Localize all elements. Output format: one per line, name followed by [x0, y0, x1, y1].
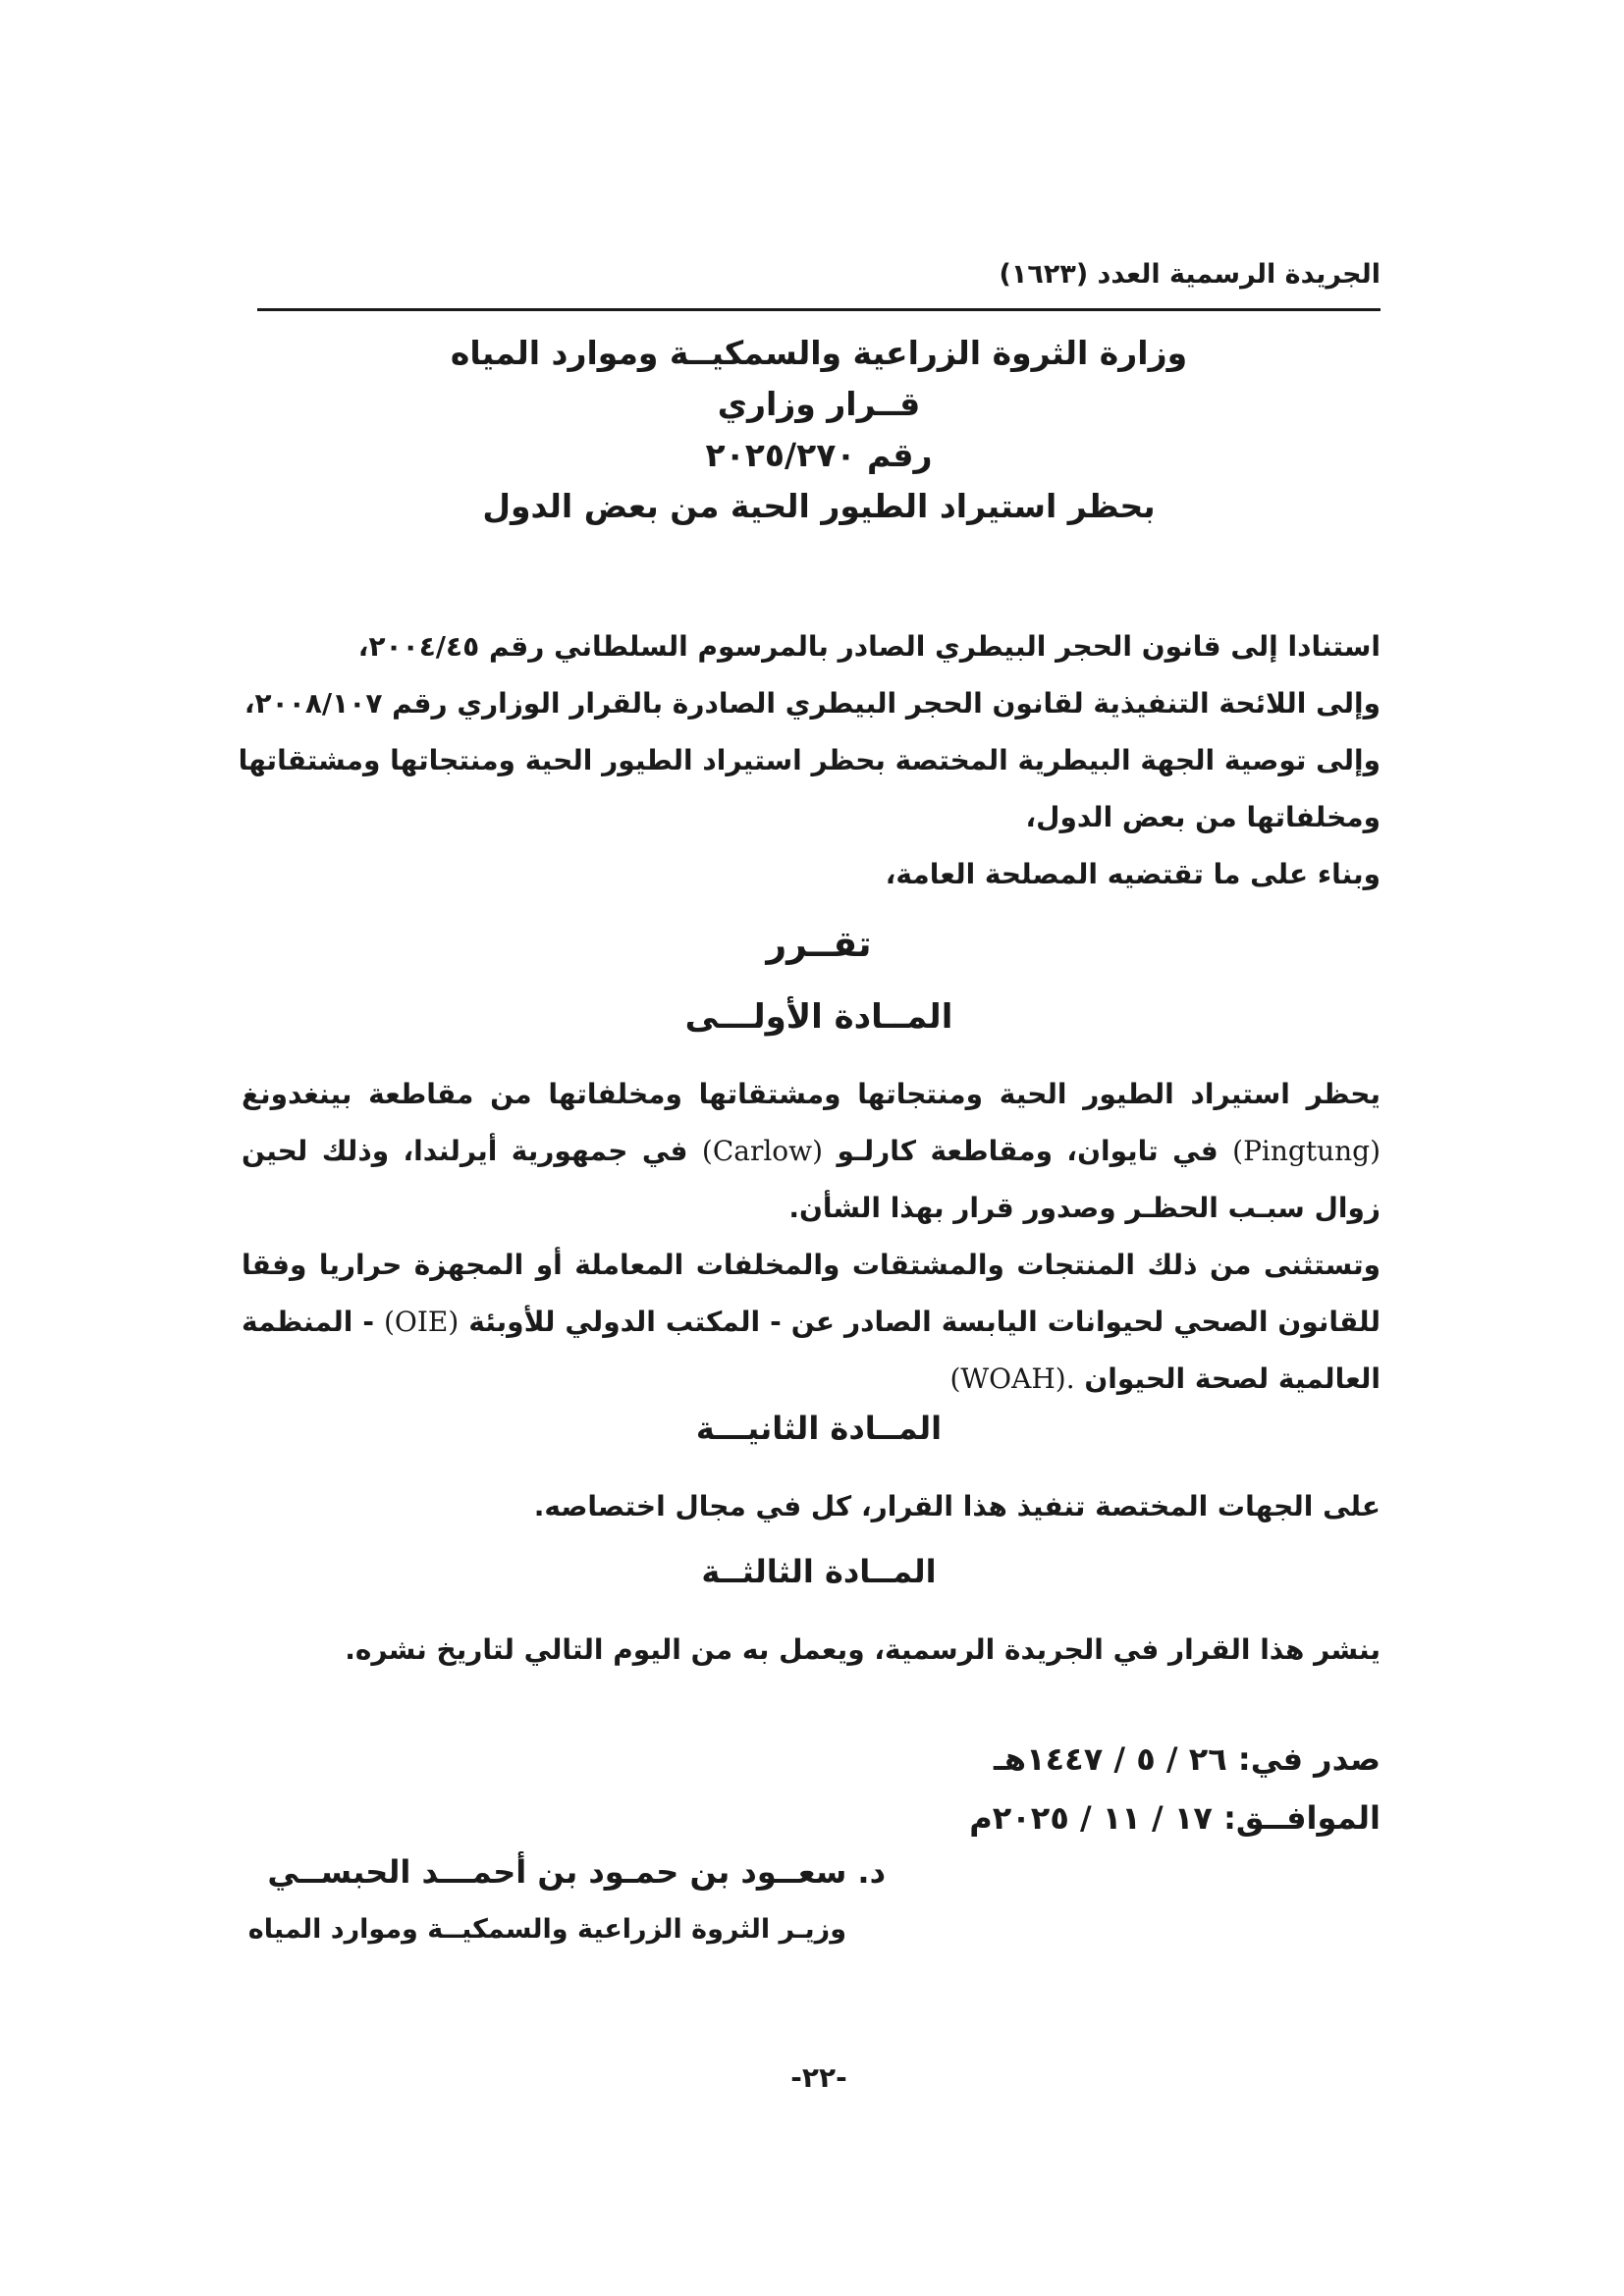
preamble-line: استنادا إلى قانون الحجر البيطري الصادر بالمرسوم السلطاني رقم ٢٠٠٤/٤٥، — [357, 630, 1380, 663]
signatory-title: وزيـر الثروة الزراعية والسمكيــة وموارد المياه — [247, 1914, 846, 1945]
preamble — [238, 618, 1380, 903]
carlow-term: (Carlow) — [701, 1135, 824, 1167]
preamble-line: وبناء على ما تقتضيه المصلحة العامة، — [885, 858, 1380, 890]
ministry-name: وزارة الثروة الزراعية والسمكيــة وموارد المياه — [450, 334, 1188, 372]
oie-term: (OIE) — [383, 1306, 460, 1338]
signatory-name: د. سعــود بن حمـود بن أحمـــد الحبســي — [267, 1853, 886, 1891]
article-3-text: ينشر هذا القرار في الجريدة الرسمية، ويعمل به من اليوم التالي لتاريخ نشره. — [345, 1633, 1380, 1666]
decision-number: رقم ٢٠٢٥/٢٧٠ — [705, 436, 933, 474]
preamble-line: ومخلفاتها من بعض الدول، — [1025, 801, 1380, 833]
article-1-paragraph-2 — [242, 1237, 1380, 1408]
article-1-text: - المنظمة العالمية لصحة الحيوان — [242, 1306, 1380, 1395]
gazette-header — [257, 253, 1380, 311]
article-2-text: على الجهات المختصة تنفيذ هذا القرار، كل في مجال اختصاصه. — [533, 1490, 1380, 1522]
article-1-text: وتستثنى من ذلك المنتجات والمشتقات والمخلفات المعاملة أو المجهزة حراريا وفقا للقانون الصحي لحيوانات اليابسة الصادر عن - المكتب الدولي للأوبئة — [242, 1249, 1380, 1338]
woah-term: (WOAH). — [949, 1362, 1075, 1395]
article-1-text: في تايوان، ومقاطعة كارلـو — [823, 1135, 1233, 1167]
decision-title-block — [257, 328, 1380, 532]
decision-subject: بحظر استيراد الطيور الحية من بعض الدول — [482, 487, 1156, 525]
decision-dates — [969, 1730, 1380, 1847]
article-1-body — [242, 1066, 1380, 1408]
preamble-line: وإلى توصية الجهة البيطرية المختصة بحظر استيراد الطيور الحية ومنتجاتها ومشتقاتها — [238, 744, 1380, 776]
article-2-title: المــادة الثانيـــة — [695, 1410, 943, 1447]
article-1-text: يحظر استيراد الطيور الحية ومنتجاتها ومشتقاتها ومخلفاتها من مقاطعة بينغدونغ — [242, 1078, 1380, 1110]
decides-heading: تقــرر — [766, 925, 872, 965]
article-2-body — [242, 1478, 1380, 1535]
article-3-title: المــادة الثالثــة — [701, 1553, 937, 1590]
article-1-title: المــادة الأولـــى — [684, 997, 953, 1037]
page-number: -٢٢- — [790, 2061, 847, 2094]
article-3-body — [242, 1622, 1380, 1679]
preamble-line: وإلى اللائحة التنفيذية لقانون الحجر البيطري الصادرة بالقرار الوزاري رقم ٢٠٠٨/١٠٧، — [244, 687, 1380, 720]
issued-date: صدر في: ٢٦ / ٥ / ١٤٤٧هـ — [993, 1740, 1380, 1778]
corresponding-date: الموافــق: ١٧ / ١١ / ٢٠٢٥م — [969, 1799, 1380, 1837]
gazette-issue-label: الجريدة الرسمية العدد (١٦٢٣) — [999, 259, 1380, 290]
decision-type: قــرار وزاري — [717, 385, 921, 423]
pingtung-term: (Pingtung) — [1232, 1135, 1380, 1167]
article-1-paragraph-1 — [242, 1066, 1380, 1237]
article-1-text: في جمهورية أيرلندا، وذلك لحين زوال سبـب الحظـر وصدور قرار بهذا الشأن. — [242, 1135, 1380, 1224]
